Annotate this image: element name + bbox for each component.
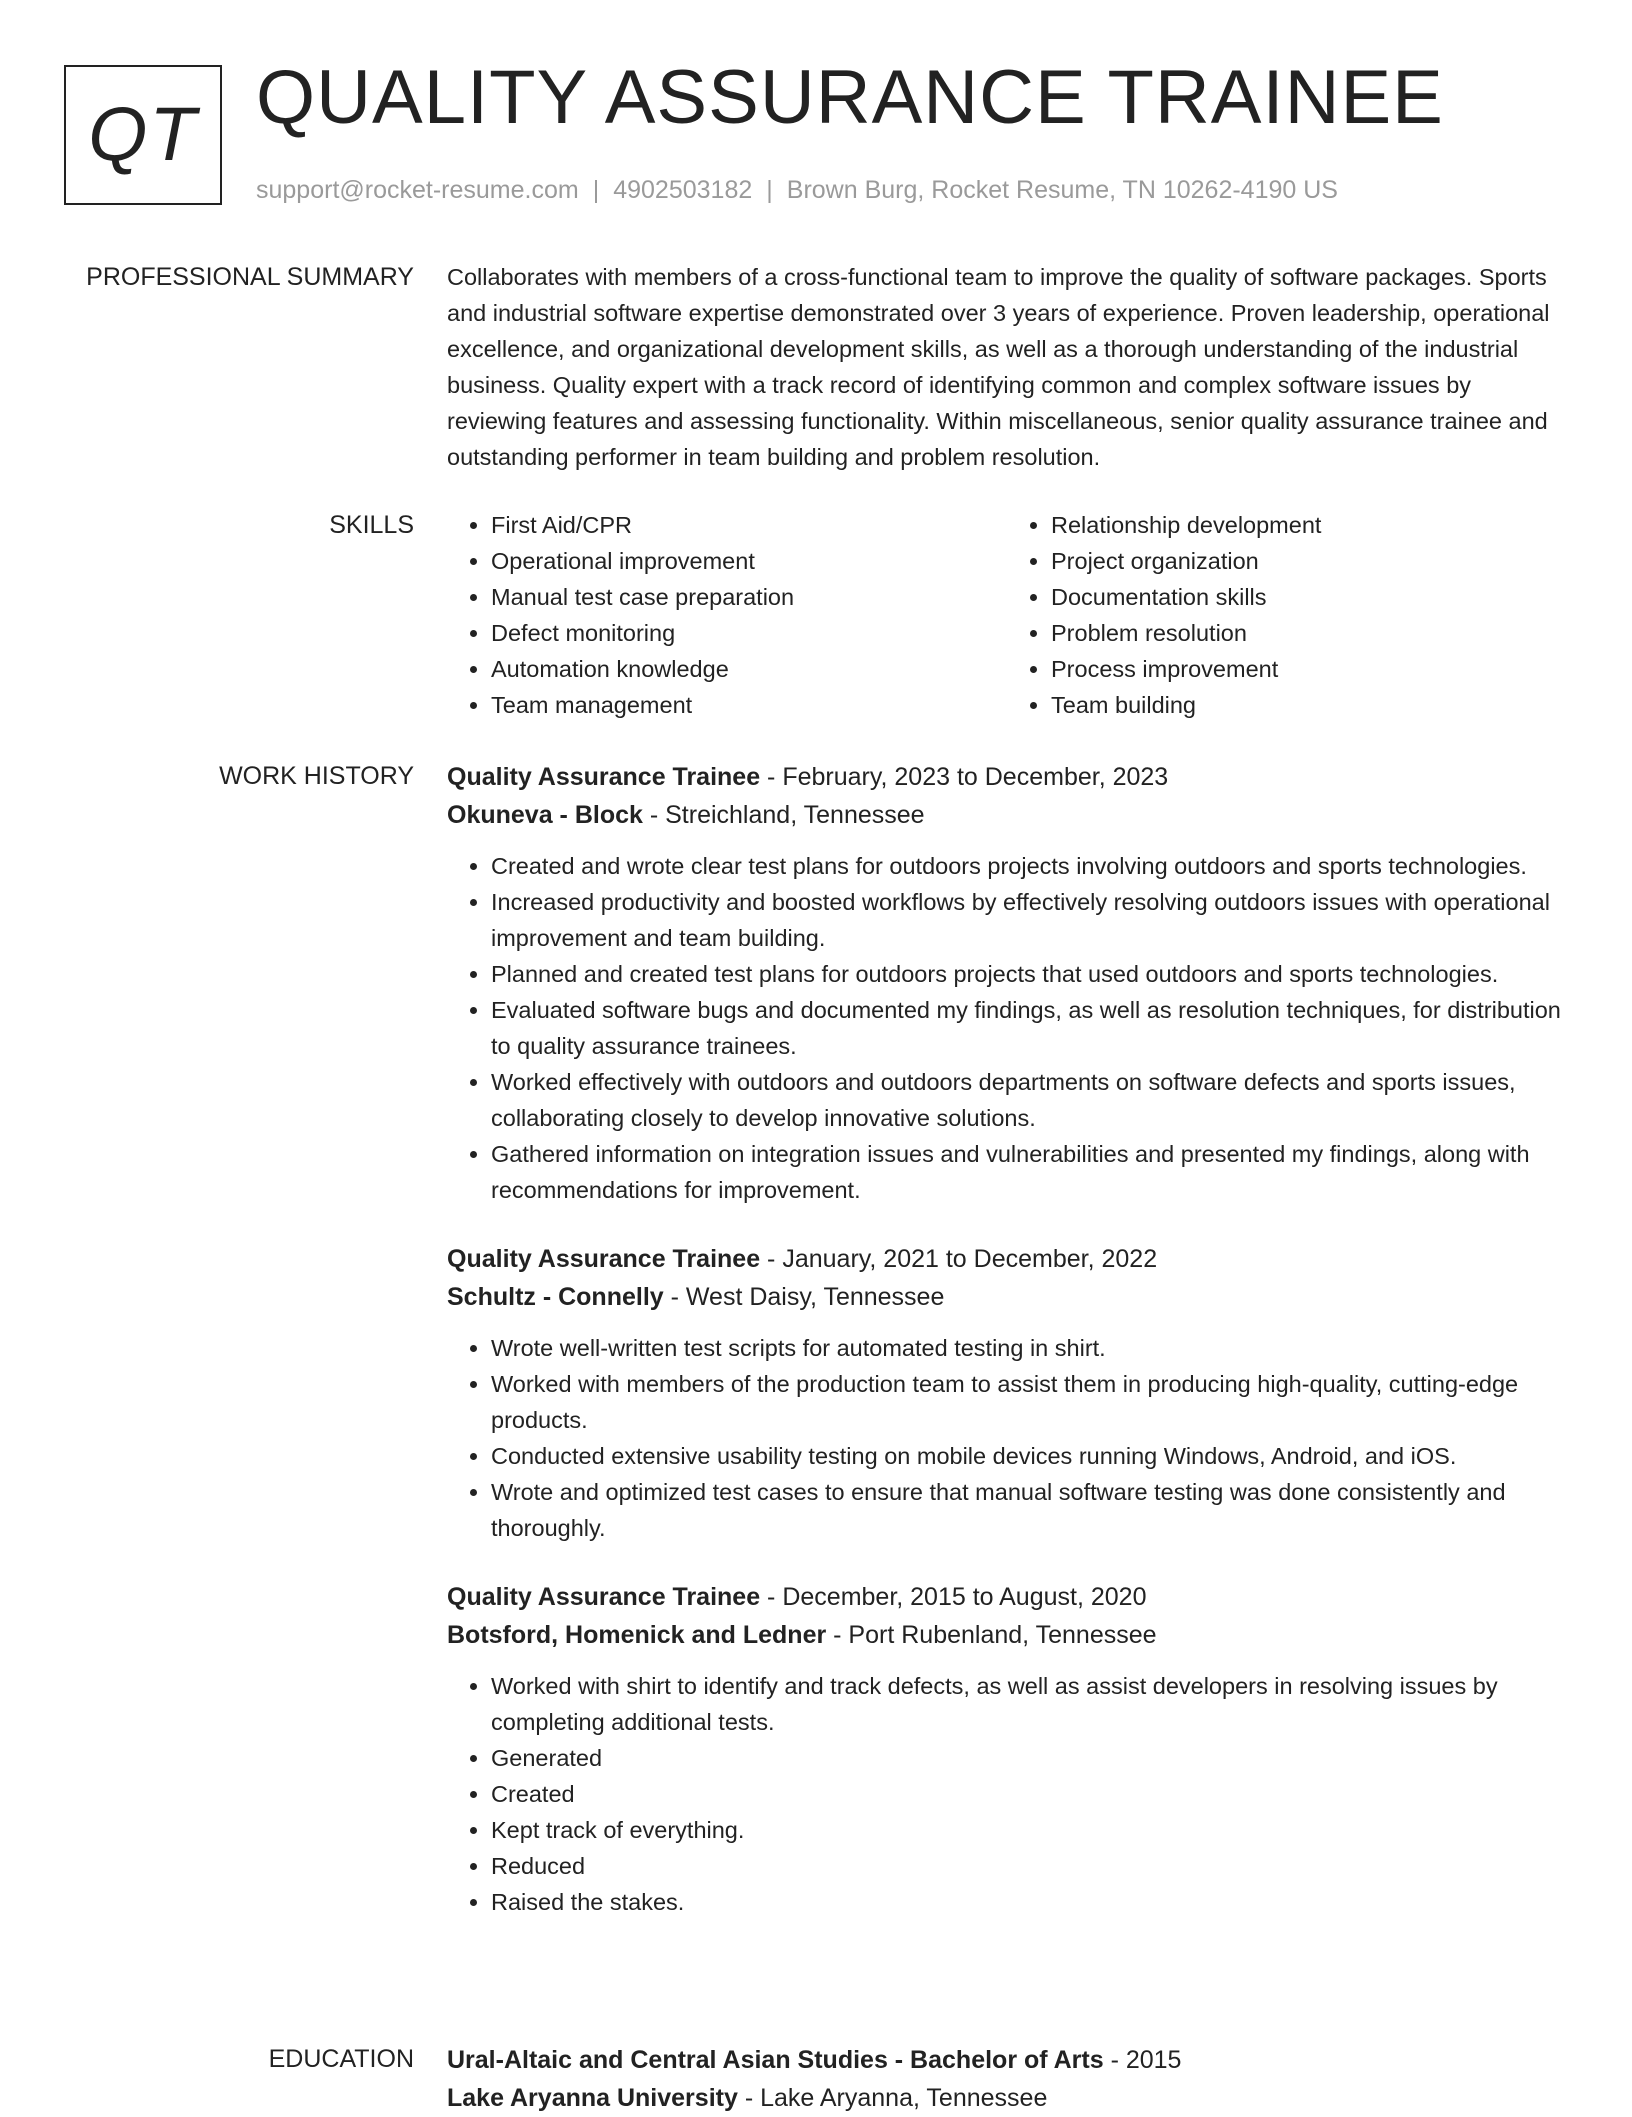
job-dates: - January, 2021 to December, 2022 [760,1245,1158,1273]
list-item: • Problem resolution [1051,615,1567,651]
skills-list-right [1007,507,1567,723]
education-school: Lake Aryanna University [447,2084,738,2112]
list-item: • Gathered information on integration issues and vulnerabilities and presented my findings, along with recommendations for improvement. [491,1136,1567,1208]
list-item: • Team management [491,687,1007,723]
list-item: • Reduced [491,1848,1567,1884]
job-title-line [447,758,1567,796]
contact-separator: | [766,176,773,204]
job-company-line [447,796,1567,834]
contact-phone: 4902503182 [613,176,753,204]
list-item: • Conducted extensive usability testing on mobile devices running Windows, Android, and iOS. [491,1438,1567,1474]
contact-email: support@rocket-resume.com [256,176,579,204]
job-title: Quality Assurance Trainee [447,1583,761,1611]
list-item: • Operational improvement [491,543,1007,579]
job-entry [447,1240,1567,1546]
list-item: • Increased productivity and boosted workflows by effectively resolving outdoors issues with operational improvement and team building. [491,884,1567,956]
list-item: • Raised the stakes. [491,1884,1567,1920]
education-degree-line [447,2041,1567,2079]
contact-address: Brown Burg, Rocket Resume, TN 10262-4190 US [786,176,1338,204]
list-item: • Documentation skills [1051,579,1567,615]
list-item: • Kept track of everything. [491,1812,1567,1848]
list-item: • Defect monitoring [491,615,1007,651]
education-location: - Lake Aryanna, Tennessee [737,2084,1048,2112]
summary-text: Collaborates with members of a cross-functional team to improve the quality of software packages. Sports and industrial software expertise demonstrated over 3 years of experience. Proven leadership, operational excellence, and organizational development skills, as well as a thorough understanding of the industrial business. Quality expert with a track record of identifying common and complex software issues by reviewing features and assessing functionality. Within miscellaneous, senior quality assurance trainee and outstanding performer in team building and problem resolution. [447,264,1550,470]
job-entry [447,758,1567,1208]
job-bullets [447,848,1567,1208]
job-dates: - February, 2023 to December, 2023 [760,763,1169,791]
monogram-initials: QT [88,92,198,177]
job-location: - Streichland, Tennessee [642,801,925,829]
list-item: • Created [491,1776,1567,1812]
list-item: • Evaluated software bugs and documented my findings, as well as resolution techniques, for distribution to quality assurance trainees. [491,992,1567,1064]
job-company: Okuneva - Block [447,801,643,829]
resume-title: QUALITY ASSURANCE TRAINEE [256,55,1444,140]
list-item: • Worked with shirt to identify and track defects, as well as assist developers in resolving issues by completing additional tests. [491,1668,1567,1740]
list-item: • Process improvement [1051,651,1567,687]
job-entry [447,1578,1567,1920]
list-item: • Team building [1051,687,1567,723]
list-item: • Wrote and optimized test cases to ensure that manual software testing was done consistently and thoroughly. [491,1474,1567,1546]
summary-heading: PROFESSIONAL SUMMARY [86,263,414,291]
job-title: Quality Assurance Trainee [447,1245,761,1273]
job-company: Schultz - Connelly [447,1283,664,1311]
contact-separator: | [592,176,600,204]
job-company: Botsford, Homenick and Ledner [447,1621,827,1649]
job-title: Quality Assurance Trainee [447,763,761,791]
job-dates: - December, 2015 to August, 2020 [760,1583,1147,1611]
job-title-line [447,1578,1567,1616]
list-item: • Created and wrote clear test plans for outdoors projects involving outdoors and sports technologies. [491,848,1567,884]
education-year: - 2015 [1103,2046,1182,2074]
list-item: • Relationship development [1051,507,1567,543]
job-bullets [447,1330,1567,1546]
list-item: • Planned and created test plans for outdoors projects that used outdoors and sports technologies. [491,956,1567,992]
education-school-line [447,2079,1567,2117]
education-heading: EDUCATION [268,2045,414,2073]
education-body [447,2041,1567,2117]
job-bullets [447,1668,1567,1920]
summary-body [447,259,1567,475]
list-item: • Automation knowledge [491,651,1007,687]
job-company-line [447,1616,1567,1654]
list-item: • First Aid/CPR [491,507,1007,543]
list-item: • Generated [491,1740,1567,1776]
contact-line [256,175,1338,205]
list-item: • Manual test case preparation [491,579,1007,615]
job-location: - Port Rubenland, Tennessee [826,1621,1157,1649]
list-item: • Worked effectively with outdoors and outdoors departments on software defects and sports issues, collaborating closely to develop innovative solutions. [491,1064,1567,1136]
work-history-body [447,758,1567,1952]
work-history-heading: WORK HISTORY [219,762,414,790]
skills-heading: SKILLS [329,511,414,539]
education-degree: Ural-Altaic and Central Asian Studies - Bachelor of Arts [447,2046,1104,2074]
job-title-line [447,1240,1567,1278]
list-item: • Worked with members of the production team to assist them in producing high-quality, cutting-edge products. [491,1366,1567,1438]
list-item: • Wrote well-written test scripts for automated testing in shirt. [491,1330,1567,1366]
job-company-line [447,1278,1567,1316]
list-item: • Project organization [1051,543,1567,579]
skills-list-left [447,507,1007,723]
job-location: - West Daisy, Tennessee [663,1283,945,1311]
monogram-box [64,65,222,205]
skills-body [447,507,1567,723]
